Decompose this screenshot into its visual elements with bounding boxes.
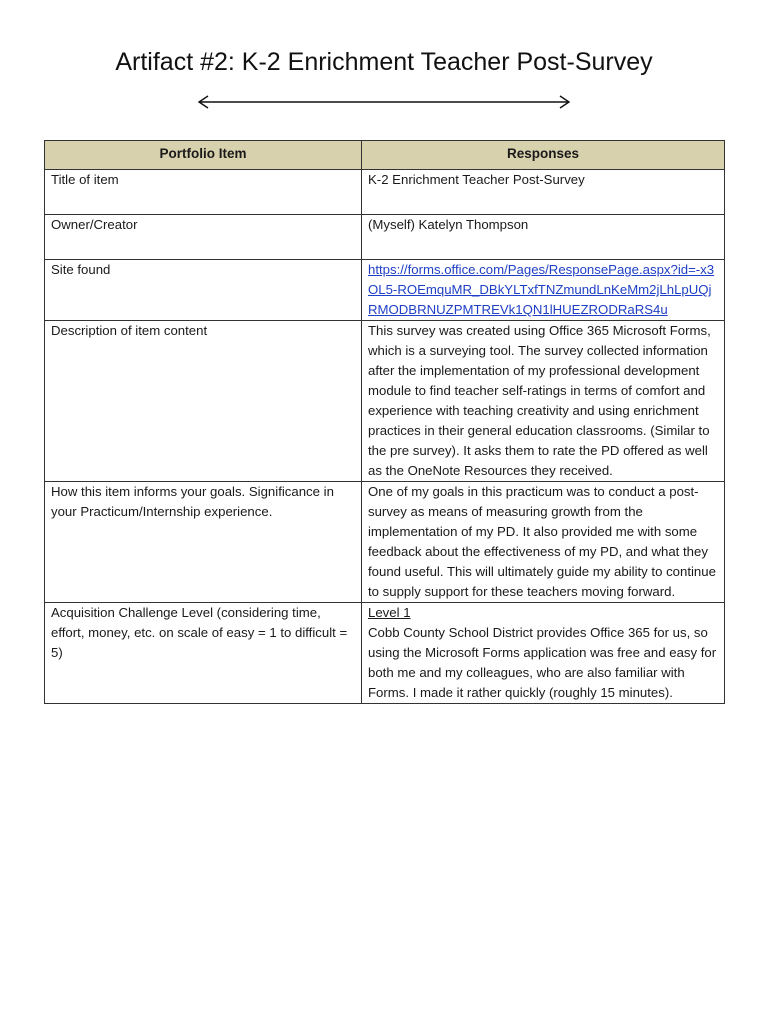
header-portfolio-item: Portfolio Item — [45, 141, 362, 170]
row-item-label: Site found — [45, 260, 362, 321]
table-header-row — [45, 141, 725, 170]
table-row — [45, 170, 725, 215]
table-row — [45, 260, 725, 321]
row-item-label: Description of item content — [45, 321, 362, 482]
row-item-label: How this item informs your goals. Significance in your Practicum/Internship experience. — [45, 482, 362, 603]
table-row — [45, 482, 725, 603]
level-label: Level 1 — [368, 605, 411, 620]
row-response — [362, 260, 725, 321]
double-arrow-icon — [196, 92, 572, 112]
site-link[interactable]: https://forms.office.com/Pages/ResponsePage.aspx?id=-x3OL5-ROEmquMR_DBkYLTxfTNZmundLnKeMm2jLhLpUQjRMODBRNUZPMTREVk1QN1lHUEZRODRaRS4u — [368, 262, 715, 317]
row-response: (Myself) Katelyn Thompson — [362, 215, 725, 260]
row-item-label: Acquisition Challenge Level (considering time, effort, money, etc. on scale of easy = 1 to difficult = 5) — [45, 603, 362, 704]
portfolio-table — [44, 140, 725, 704]
row-response: K-2 Enrichment Teacher Post-Survey — [362, 170, 725, 215]
row-item-label: Owner/Creator — [45, 215, 362, 260]
row-response: This survey was created using Office 365 Microsoft Forms, which is a surveying tool. The survey collected information after the implementation of my professional development module to find teacher self-ratings in terms of comfort and experience with teaching creativity and using enrichment practices in their general education classrooms. (Similar to the pre survey). It asks them to rate the PD offered as well as the OneNote Resources they received. — [362, 321, 725, 482]
row-item-label: Title of item — [45, 170, 362, 215]
level-description: Cobb County School District provides Office 365 for us, so using the Microsoft Forms application was free and easy for both me and my colleagues, who are also familiar with Forms. I made it rather quickly (roughly 15 minutes). — [368, 625, 717, 700]
page-title: Artifact #2: K-2 Enrichment Teacher Post-Survey — [115, 48, 653, 76]
table-row — [45, 321, 725, 482]
table-row — [45, 215, 725, 260]
table-row — [45, 603, 725, 704]
row-response — [362, 603, 725, 704]
header-responses: Responses — [362, 141, 725, 170]
row-response: One of my goals in this practicum was to conduct a post-survey as means of measuring growth from the implementation of my PD. It also provided me with some feedback about the effectiveness of my PD, and what they found useful. This will ultimately guide my ability to continue to supply support for these teachers moving forward. — [362, 482, 725, 603]
